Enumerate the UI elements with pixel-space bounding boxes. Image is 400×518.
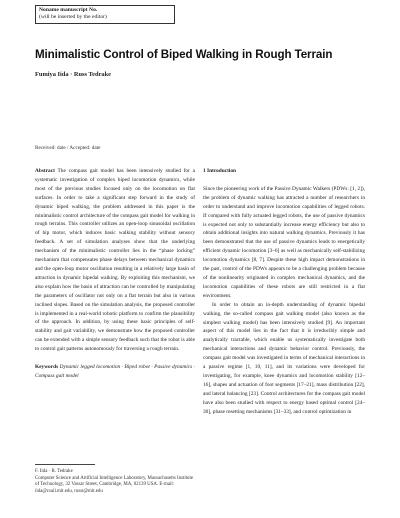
received-date-line: Received: date / Accepted: date	[35, 145, 101, 151]
abstract-text: The compass gait model has been intensively studied for a systematic investigation of complex biped locomotion dynamics, while most of the previous studies focused only on the locomotion on flat surfaces. In order to take a significant step forward in the study of dynamic biped walking, the problem addressed in this paper is the minimalistic control architecture of the compass gait model for walking in rough terrains. This controller utilizes an open-loop sinusoidal oscillation of hip motor, which induces basic walking stability without sensory feedback. A set of simulation analyses show that the underlying mechanism of the minimalistic controller lies in the “phase locking” mechanism that compensates phase delays between mechanical dynamics and the open-loop motor oscillation resulting in a relatively large basin of attraction in dynamic bipedal walking. By exploiting this mechanism, we also explain how the basin of attraction can be controlled by manipulating the parameters of oscillator not only on a flat terrain but also in various inclined slopes. Based on the simulation analysis, the proposed controller is implemented in a real-world robotic platform to confirm the plausibility of the approach. In addition, by using these basic principles of self-stability and gait variability, we demonstrate how the proposed controller can be extended with a simple sensory feedback such that the robot is able to control gait patterns autonomously for traversing a rough terrain.	[35, 168, 195, 353]
section-title: 1 Introduction	[203, 168, 237, 174]
keywords-label: Keywords	[35, 364, 59, 371]
affiliation-authors: F. Iida · R. Tedrake	[35, 469, 73, 474]
author-line: Fumiya Iida · Russ Tedrake	[35, 71, 111, 78]
manuscript-header-box	[35, 5, 175, 24]
left-column	[35, 167, 195, 381]
editor-note: (will be inserted by the editor)	[39, 14, 107, 20]
intro-paragraph-1: Since the pioneering work of the Passive Dynamic Walkers (PDWs: [1, 2]), the problem of dynamic walking has attracted a number of researchers in order to understand and improve locomotion capabilities of legged robots. If compared with fully actuated legged robots, the use of passive dynamics is expected not only to substantially increase energy efficiency but also to obtain additional insights into natural walking dynamics. Previously it has been demonstrated that the use of passive dynamics leads to energetically efficient dynamic locomotion [3–6] as well as mechanically self-stabilizing locomotion dynamics [8, 7]. Despite these high impact demonstrations in the past, control of the PDWs appears to be a challenging problem because of the nonlinearity originated in complex mechanical dynamics, and the locomotion capabilities of these robots are still restricted in a flat environment.	[203, 185, 365, 299]
manuscript-number-label: Noname manuscript No.	[39, 7, 98, 13]
intro-paragraph-2: In order to obtain an in-depth understanding of dynamic bipedal walking, the so-called compass gait walking model (also known as the simplest walking model) has been intensively studied [9]. An important aspect of this model lies in the fact that it is irreducibly simple and analytically tractable, which enable us systematically investigate both mechanical interactions and dynamic behavior control. Previously, the compass gait model was investigated in terms of mechanical interactions in a passive regime [1, 10, 11], and its variations were developed for investigating, for example, knee dynamics and locomotion stability [12–16], shapes and actuation of foot segments [17–21], mass distribution [22], and lateral balancing [23]. Control architectures for the compass gait model have also been studied with respect to energy based optimal control [24–30], phase resetting mechanisms [31–33], and control optimization in	[203, 301, 365, 415]
paper-title: Minimalistic Control of Biped Walking in Rough Terrain	[35, 48, 333, 61]
affiliation-text: Computer Science and Artificial Intelligence Laboratory, Massachusetts Institute of Technology, 32 Vassar Street, Cambridge, MA, 02139 USA. E-mail: iida@csail.mit.edu, russt@mit.edu	[35, 475, 194, 494]
keywords-text: Dynamic legged locomotion · Biped robot · Passive dynamics · Compass gait model	[35, 364, 195, 379]
footnote-rule	[35, 464, 95, 465]
keywords	[35, 363, 195, 381]
right-column	[203, 167, 365, 416]
affiliation-footnote	[35, 469, 195, 495]
abstract-label: Abstract	[35, 168, 55, 174]
abstract	[35, 167, 195, 354]
